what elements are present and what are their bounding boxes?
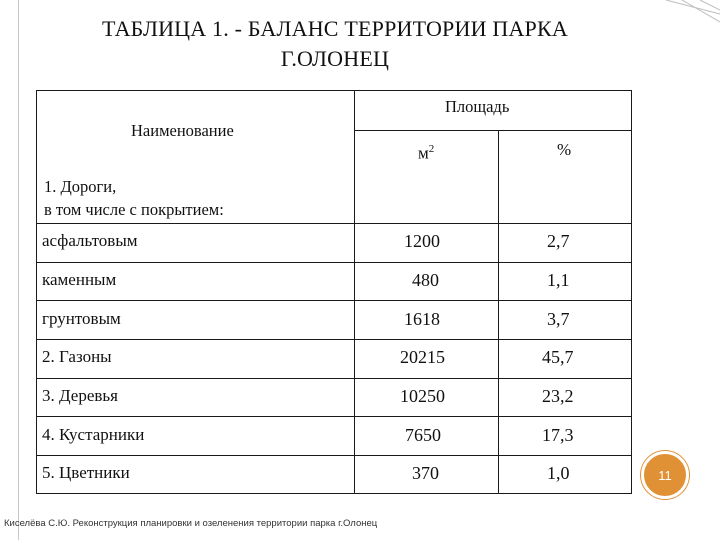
- row-name: асфальтовым: [42, 231, 138, 250]
- page-title: [35, 14, 635, 74]
- row-percent: 1,0: [547, 463, 570, 483]
- title-line-2: Г.ОЛОНЕЦ: [280, 46, 390, 71]
- row-name: 4. Кустарники: [42, 425, 145, 444]
- group-roads-sublabel: в том числе с покрытием:: [44, 200, 224, 219]
- header-m2-exponent: 2: [428, 143, 435, 155]
- row-line: [36, 339, 632, 340]
- title-line-1: ТАБЛИЦА 1. - БАЛАНС ТЕРРИТОРИИ ПАРКА: [102, 16, 568, 41]
- row-percent: 3,7: [547, 309, 570, 329]
- left-margin-rule: [18, 0, 19, 540]
- header-area: Площадь: [445, 97, 510, 116]
- row-percent: 17,3: [542, 425, 574, 445]
- row-percent: 23,2: [542, 386, 574, 406]
- row-m2: 370: [412, 463, 439, 483]
- row-name: каменным: [42, 270, 117, 289]
- page-number: 11: [658, 467, 672, 483]
- group-roads-label: 1. Дороги,: [44, 177, 117, 196]
- table-border-top: [36, 90, 632, 91]
- row-line: [36, 416, 632, 417]
- row-line: [36, 262, 632, 263]
- table-border-right: [631, 90, 632, 494]
- header-m2-unit: м: [418, 143, 429, 163]
- header-split-line: [354, 130, 632, 131]
- row-m2: 480: [412, 270, 439, 290]
- row-name: 2. Газоны: [42, 347, 112, 366]
- row-m2: 7650: [405, 425, 441, 445]
- footer-caption: Киселёва С.Ю. Реконструкция планировки и озеленения территории парка г.Олонец: [4, 518, 378, 529]
- row-m2: 1618: [404, 309, 440, 329]
- header-percent: %: [557, 140, 572, 159]
- row-name: грунтовым: [42, 309, 121, 328]
- row-name: 5. Цветники: [42, 463, 130, 482]
- column-line-m2: [498, 130, 499, 494]
- row-m2: 20215: [400, 347, 445, 367]
- row-m2: 10250: [400, 386, 445, 406]
- territory-balance-table: [36, 90, 632, 494]
- header-m2: [418, 139, 434, 164]
- corner-decoration: [660, 0, 720, 30]
- page-number-badge: [641, 451, 689, 499]
- row-name: 3. Деревья: [42, 386, 118, 405]
- row-line: [36, 223, 632, 224]
- row-percent: 1,1: [547, 270, 570, 290]
- table-border-bottom: [36, 493, 632, 494]
- row-line: [36, 378, 632, 379]
- row-percent: 45,7: [542, 347, 574, 367]
- header-name: Наименование: [131, 121, 234, 140]
- row-percent: 2,7: [547, 231, 570, 251]
- row-m2: 1200: [404, 231, 440, 251]
- row-line: [36, 455, 632, 456]
- column-line-name: [354, 90, 355, 494]
- row-line: [36, 300, 632, 301]
- table-border-left: [36, 90, 37, 494]
